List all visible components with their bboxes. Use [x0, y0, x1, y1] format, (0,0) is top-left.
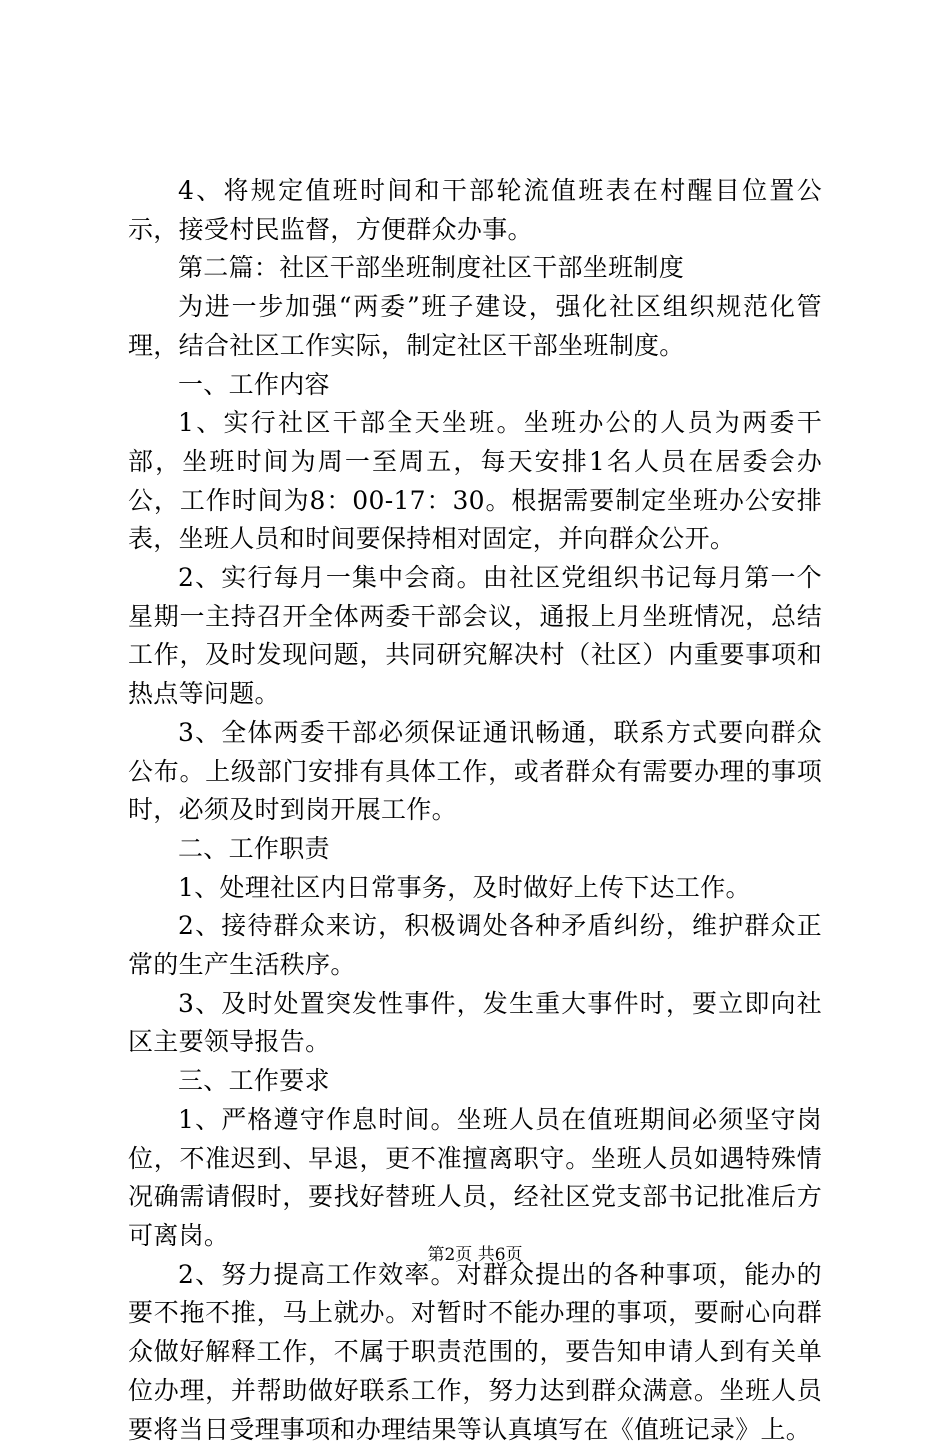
paragraph-content-3: 3、全体两委干部必须保证通讯畅通，联系方式要向群众公布。上级部门安排有具体工作，或者群众有需要办理的事项时，必须及时到岗开展工作。: [128, 717, 822, 825]
paragraph-duty-2: 2、接待群众来访，积极调处各种矛盾纠纷，维护群众正常的生产生活秩序。: [128, 911, 822, 980]
paragraph-requirement-2: 2、努力提高工作效率。对群众提出的各种事项，能办的要不拖不推，马上就办。对暂时不能办理的事项，要耐心向群众做好解释工作，不属于职责范围的，要告知申请人到有关单位办理，并帮助做好联系工作，努力达到群众满意。坐班人员要将当日受理事项和办理结果等认真填写在《值班记录》上。: [128, 1259, 822, 1444]
section-title: 第二篇：社区干部坐班制度社区干部坐班制度: [178, 253, 685, 283]
heading-work-duties: 二、工作职责: [178, 833, 330, 863]
page-number-label: 第2页 共6页: [427, 1245, 523, 1265]
paragraph-requirement-1: 1、严格遵守作息时间。坐班人员在值班期间必须坚守岗位，不准迟到、早退，更不准擅离职守。坐班人员如遇特殊情况确需请假时，要找好替班人员，经社区党支部书记批准后方可离岗。: [128, 1104, 822, 1250]
paragraph-duty-3: 3、及时处置突发性事件，发生重大事件时，要立即向社区主要领导报告。: [128, 988, 822, 1057]
paragraph-duty-1: 1、处理社区内日常事务，及时做好上传下达工作。: [178, 872, 751, 902]
paragraph-duty-notice: 4、将规定值班时间和干部轮流值班表在村醒目位置公示，接受村民监督，方便群众办事。: [128, 176, 822, 244]
paragraph-content-1: 1、实行社区干部全天坐班。坐班办公的人员为两委干部，坐班时间为周一至周五，每天安排1名人员在居委会办公，工作时间为8：00-17：30。根据需要制定坐班办公安排表，坐班人员和时间要保持相对固定，并向群众公开。: [128, 408, 822, 554]
paragraph-content-2: 2、实行每月一集中会商。由社区党组织书记每月第一个星期一主持召开全体两委干部会议，通报上月坐班情况，总结工作，及时发现问题，共同研究解决村（社区）内重要事项和热点等问题。: [128, 563, 822, 709]
heading-work-content: 一、工作内容: [178, 369, 330, 399]
paragraph-intro: 为进一步加强“两委”班子建设，强化社区组织规范化管理，结合社区工作实际，制定社区干部坐班制度。: [128, 292, 822, 360]
page-footer: [0, 1244, 950, 1266]
heading-work-requirements: 三、工作要求: [178, 1066, 330, 1096]
